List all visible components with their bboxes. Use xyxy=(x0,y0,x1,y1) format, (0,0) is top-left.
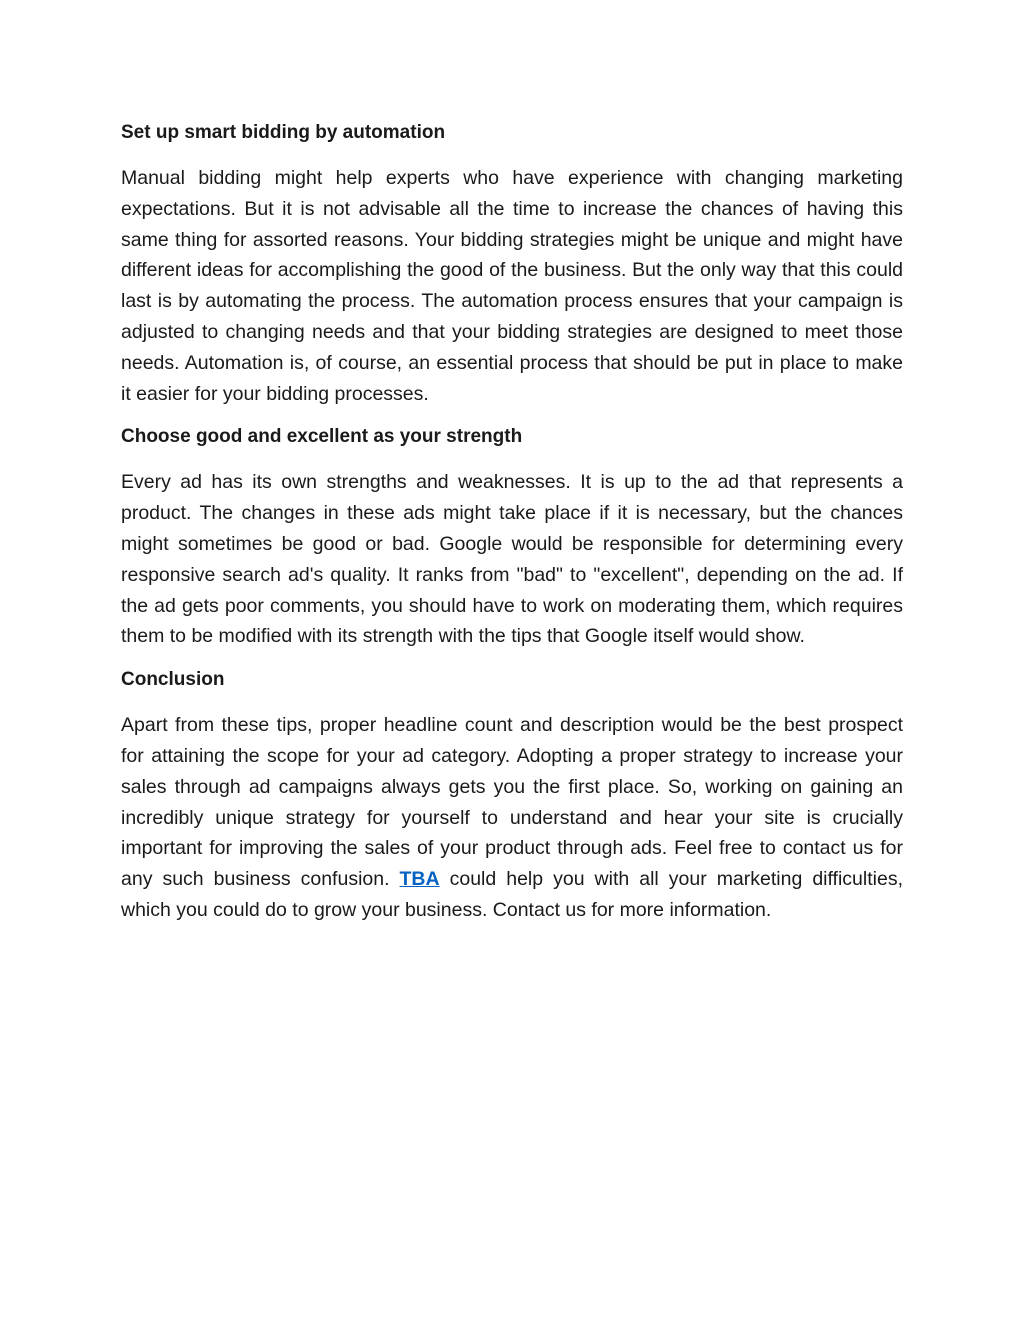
tba-link[interactable]: TBA xyxy=(399,868,440,891)
conclusion-text-before-link: Apart from these tips, proper headline count and description would be the best prospect for attaining the scope for your ad category. Adopting a proper strategy to increase your sales through ad campaigns always gets you the first place. So, working on gaining an incredibly unique strategy for yourself to understand and hear your site is crucially important for improving the sales of your product through ads. Feel free to contact us for any such business confusion. xyxy=(121,714,903,891)
section-paragraph-good-excellent: Every ad has its own strengths and weaknesses. It is up to the ad that represents a product. The changes in these ads might take place if it is necessary, but the chances might sometimes be good or bad. Google would be responsible for determining every responsive search ad's quality. It ranks from "bad" to "excellent", depending on the ad. If the ad gets poor comments, you should have to work on moderating them, which requires them to be modified with its strength with the tips that Google itself would show. xyxy=(121,471,903,648)
section-paragraph-conclusion xyxy=(121,710,903,926)
section-heading-smart-bidding: Set up smart bidding by automation xyxy=(121,122,446,143)
section-heading-conclusion: Conclusion xyxy=(121,669,225,691)
section-heading-good-excellent: Choose good and excellent as your strength xyxy=(121,426,523,448)
document-page xyxy=(121,118,903,939)
section-paragraph-smart-bidding: Manual bidding might help experts who have experience with changing marketing expectations. But it is not advisable all the time to increase the chances of having this same thing for assorted reasons. Your bidding strategies might be unique and might have different ideas for accomplishing the good of the business. But the only way that this could last is by automating the process. The automation process ensures that your campaign is adjusted to changing needs and that your bidding strategies are designed to meet those needs. Automation is, of course, an essential process that should be put in place to make it easier for your bidding processes. xyxy=(121,167,903,405)
conclusion-text-after-link: could help you with all your marketing difficulties, which you could do to grow your business. Contact us for more information. xyxy=(121,868,903,921)
